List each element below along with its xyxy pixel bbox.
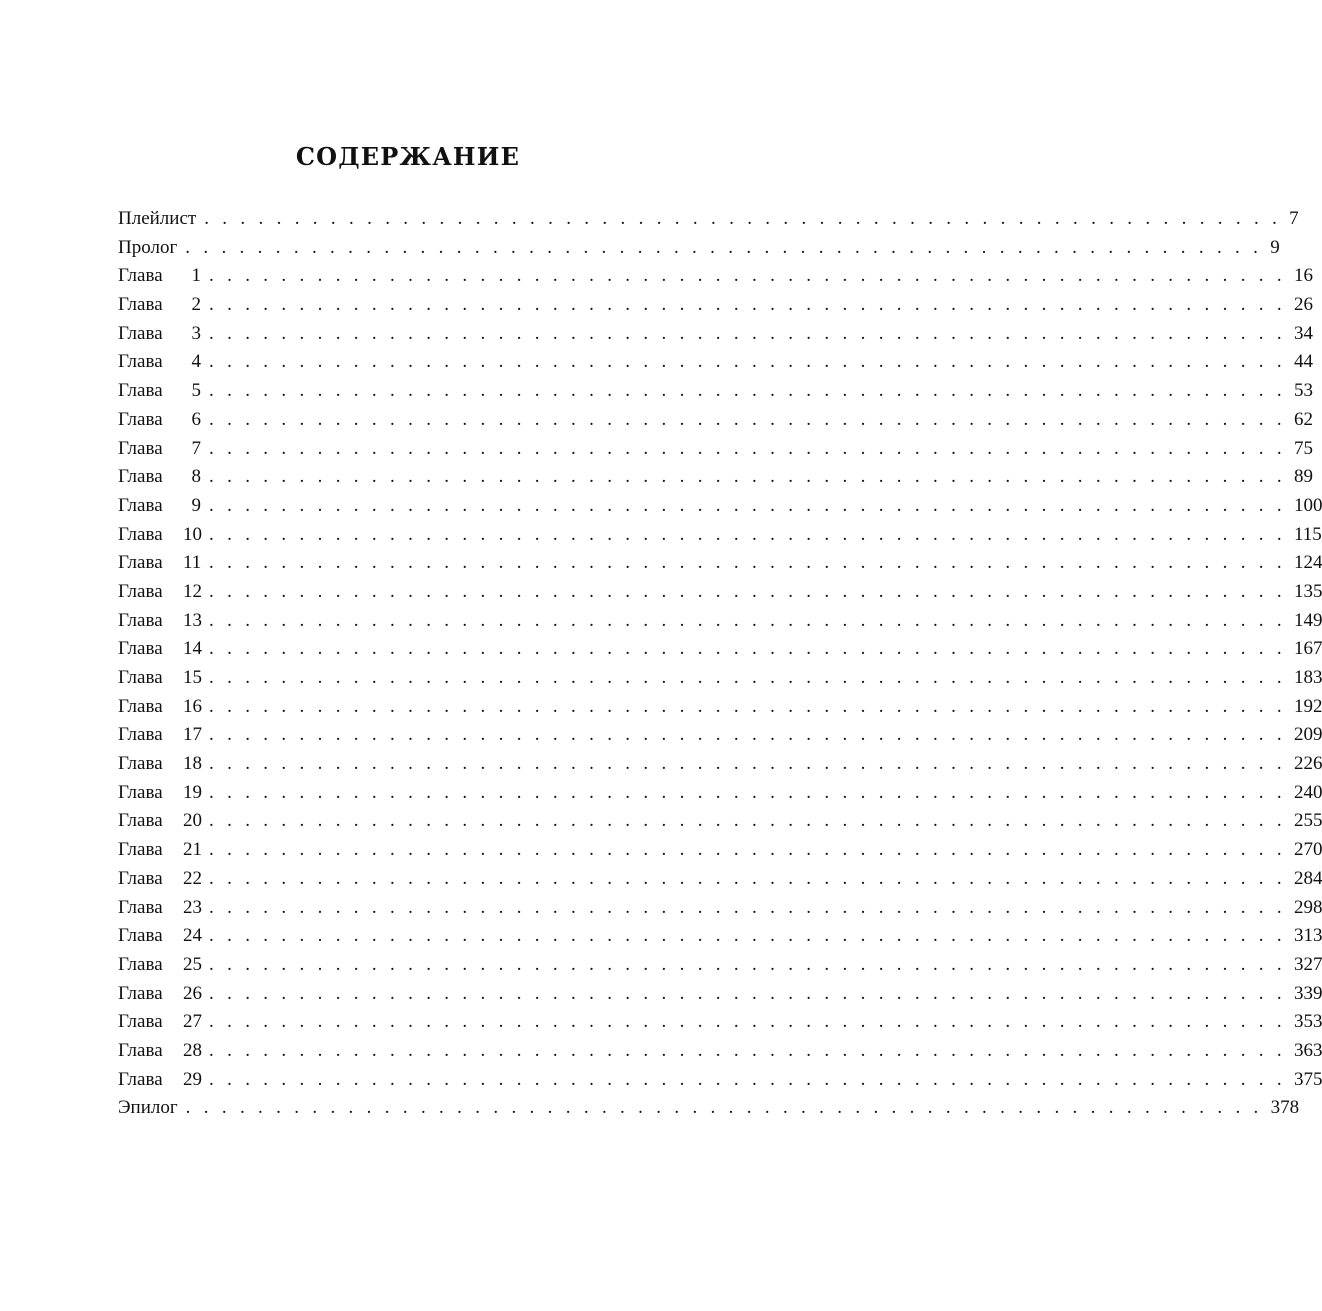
toc-entry-page: 353	[1293, 1011, 1322, 1033]
toc-entry	[118, 865, 1322, 894]
toc-entry-page: 75	[1293, 437, 1313, 459]
toc-entry-label: Глава 1	[118, 265, 201, 287]
toc-leader-dots: . . . . . . . . . . . . . . . . . . . . . . . . . . . . . . . . . . . . . . . . . . . . . . . . . . . . . . . . . . . .	[209, 695, 1286, 717]
toc-leader-dots: . . . . . . . . . . . . . . . . . . . . . . . . . . . . . . . . . . . . . . . . . . . . . . . . . . . . . . . . . . . .	[209, 351, 1286, 373]
toc-entry-page: 9	[1270, 236, 1280, 258]
toc-entry-label: Плейлист	[118, 208, 197, 229]
toc-entry-page: 115	[1293, 523, 1322, 545]
toc-entry-page: 363	[1293, 1039, 1322, 1061]
toc-entry	[118, 980, 1322, 1009]
toc-entry-page: 100	[1293, 494, 1322, 516]
toc-entry-page: 26	[1293, 294, 1313, 316]
toc-entry-page: 183	[1293, 667, 1322, 688]
toc-leader-dots: . . . . . . . . . . . . . . . . . . . . . . . . . . . . . . . . . . . . . . . . . . . . . . . . . . . . . . . . . . . .	[185, 236, 1263, 258]
toc-entry	[118, 377, 1313, 406]
toc-list	[118, 205, 1322, 1123]
toc-entry-label: Пролог	[118, 236, 178, 258]
toc-leader-dots: . . . . . . . . . . . . . . . . . . . . . . . . . . . . . . . . . . . . . . . . . . . . . . . . . . . . . . . . . . . .	[209, 437, 1286, 459]
toc-entry-page: 53	[1293, 380, 1313, 402]
toc-entry-label: Глава 24	[118, 925, 202, 947]
toc-entry	[118, 435, 1313, 464]
toc-leader-dots: . . . . . . . . . . . . . . . . . . . . . . . . . . . . . . . . . . . . . . . . . . . . . . . . . . . . . . . . . . . .	[209, 753, 1286, 775]
toc-leader-dots: . . . . . . . . . . . . . . . . . . . . . . . . . . . . . . . . . . . . . . . . . . . . . . . . . . . . . . . . . . . .	[209, 322, 1286, 344]
toc-leader-dots: . . . . . . . . . . . . . . . . . . . . . . . . . . . . . . . . . . . . . . . . . . . . . . . . . . . . . . . . . . . .	[209, 781, 1286, 803]
toc-entry-page: 298	[1293, 896, 1322, 918]
toc-entry	[118, 463, 1313, 492]
toc-leader-dots: . . . . . . . . . . . . . . . . . . . . . . . . . . . . . . . . . . . . . . . . . . . . . . . . . . . . . . . . . . . .	[209, 953, 1286, 975]
toc-entry-page: 327	[1293, 953, 1322, 975]
toc-entry-label: Глава 15	[118, 667, 202, 688]
toc-title: СОДЕРЖАНИЕ	[295, 142, 521, 171]
toc-entry	[118, 693, 1322, 722]
toc-leader-dots: . . . . . . . . . . . . . . . . . . . . . . . . . . . . . . . . . . . . . . . . . . . . . . . . . . . . . . . . . . . .	[209, 1068, 1286, 1090]
toc-entry-label: Глава 12	[118, 580, 202, 602]
toc-entry-page: 375	[1293, 1068, 1322, 1090]
toc-entry	[118, 205, 1299, 234]
toc-entry	[118, 262, 1313, 291]
toc-entry-page: 7	[1289, 208, 1299, 229]
toc-entry-page: 192	[1293, 695, 1322, 717]
toc-leader-dots: . . . . . . . . . . . . . . . . . . . . . . . . . . . . . . . . . . . . . . . . . . . . . . . . . . . . . . . . . . . .	[209, 494, 1286, 516]
toc-entry	[118, 320, 1313, 349]
toc-entry-label: Глава 5	[118, 380, 201, 402]
toc-leader-dots: . . . . . . . . . . . . . . . . . . . . . . . . . . . . . . . . . . . . . . . . . . . . . . . . . . . . . . . . . . . .	[209, 839, 1286, 861]
toc-leader-dots: . . . . . . . . . . . . . . . . . . . . . . . . . . . . . . . . . . . . . . . . . . . . . . . . . . . . . . . . . . . .	[209, 294, 1286, 316]
toc-entry	[118, 521, 1322, 550]
toc-entry-label: Глава 25	[118, 953, 202, 975]
toc-leader-dots: . . . . . . . . . . . . . . . . . . . . . . . . . . . . . . . . . . . . . . . . . . . . . . . . . . . . . . . . . . . .	[209, 265, 1286, 287]
toc-leader-dots: . . . . . . . . . . . . . . . . . . . . . . . . . . . . . . . . . . . . . . . . . . . . . . . . . . . . . . . . . . . .	[209, 638, 1286, 660]
toc-entry-label: Глава 26	[118, 982, 202, 1004]
toc-entry-label: Глава 29	[118, 1068, 202, 1090]
toc-entry-page: 209	[1293, 724, 1322, 746]
toc-leader-dots: . . . . . . . . . . . . . . . . . . . . . . . . . . . . . . . . . . . . . . . . . . . . . . . . . . . . . . . . . . . .	[209, 466, 1286, 488]
toc-entry	[118, 578, 1322, 607]
toc-entry-page: 44	[1293, 351, 1313, 373]
toc-entry-label: Глава 16	[118, 695, 202, 717]
toc-entry-page: 167	[1293, 638, 1322, 660]
toc-entry-label: Глава 18	[118, 753, 202, 775]
toc-leader-dots: . . . . . . . . . . . . . . . . . . . . . . . . . . . . . . . . . . . . . . . . . . . . . . . . . . . . . . . . . . . .	[209, 523, 1286, 545]
toc-entry-label: Глава 7	[118, 437, 201, 459]
toc-entry	[118, 750, 1322, 779]
toc-entry	[118, 951, 1322, 980]
toc-entry-page: 339	[1293, 982, 1322, 1004]
toc-entry-label: Глава 17	[118, 724, 202, 746]
toc-leader-dots: . . . . . . . . . . . . . . . . . . . . . . . . . . . . . . . . . . . . . . . . . . . . . . . . . . . . . . . . . . . .	[209, 408, 1286, 430]
toc-leader-dots: . . . . . . . . . . . . . . . . . . . . . . . . . . . . . . . . . . . . . . . . . . . . . . . . . . . . . . . . . . . .	[209, 667, 1286, 688]
toc-entry-page: 149	[1293, 609, 1322, 631]
toc-entry	[118, 348, 1313, 377]
toc-entry	[118, 1037, 1322, 1066]
toc-entry-label: Глава 4	[118, 351, 201, 373]
toc-entry-label: Глава 20	[118, 810, 202, 832]
toc-entry	[118, 721, 1322, 750]
toc-entry-label: Глава 2	[118, 294, 201, 316]
toc-entry-page: 16	[1293, 265, 1313, 287]
toc-entry-label: Глава 23	[118, 896, 202, 918]
toc-entry-label: Глава 21	[118, 839, 202, 861]
toc-entry-label: Глава 10	[118, 523, 202, 545]
toc-entry	[118, 234, 1280, 263]
toc-leader-dots: . . . . . . . . . . . . . . . . . . . . . . . . . . . . . . . . . . . . . . . . . . . . . . . . . . . . . . . . . . . .	[209, 724, 1286, 746]
toc-leader-dots: . . . . . . . . . . . . . . . . . . . . . . . . . . . . . . . . . . . . . . . . . . . . . . . . . . . . . . . . . . . .	[209, 580, 1286, 602]
toc-entry-page: 62	[1293, 408, 1313, 430]
toc-entry	[118, 922, 1322, 951]
toc-entry-page: 378	[1270, 1097, 1300, 1119]
toc-leader-dots: . . . . . . . . . . . . . . . . . . . . . . . . . . . . . . . . . . . . . . . . . . . . . . . . . . . . . . . . . . . .	[209, 1011, 1286, 1033]
toc-entry-page: 270	[1293, 839, 1322, 861]
toc-entry	[118, 894, 1322, 923]
toc-entry	[118, 406, 1313, 435]
toc-leader-dots: . . . . . . . . . . . . . . . . . . . . . . . . . . . . . . . . . . . . . . . . . . . . . . . . . . . . . . . . . . . .	[209, 925, 1286, 947]
toc-entry-label: Глава 22	[118, 867, 202, 889]
toc-entry-label: Глава 19	[118, 781, 202, 803]
toc-leader-dots: . . . . . . . . . . . . . . . . . . . . . . . . . . . . . . . . . . . . . . . . . . . . . . . . . . . . . . . . . . . .	[209, 982, 1286, 1004]
toc-leader-dots: . . . . . . . . . . . . . . . . . . . . . . . . . . . . . . . . . . . . . . . . . . . . . . . . . . . . . . . . . . . .	[209, 609, 1286, 631]
toc-entry-label: Глава 9	[118, 494, 201, 516]
toc-entry	[118, 1008, 1322, 1037]
toc-leader-dots: . . . . . . . . . . . . . . . . . . . . . . . . . . . . . . . . . . . . . . . . . . . . . . . . . . . . . . . . . . . .	[209, 380, 1286, 402]
toc-entry-label: Эпилог	[118, 1097, 178, 1119]
toc-entry	[118, 664, 1322, 693]
toc-leader-dots: . . . . . . . . . . . . . . . . . . . . . . . . . . . . . . . . . . . . . . . . . . . . . . . . . . . . . . . . . . . .	[209, 552, 1286, 574]
toc-entry-label: Глава 28	[118, 1039, 202, 1061]
toc-leader-dots: . . . . . . . . . . . . . . . . . . . . . . . . . . . . . . . . . . . . . . . . . . . . . . . . . . . . . . . . . . . .	[185, 1097, 1263, 1119]
toc-entry-page: 34	[1293, 322, 1313, 344]
toc-entry-page: 284	[1293, 867, 1322, 889]
toc-entry-page: 226	[1293, 753, 1322, 775]
toc-leader-dots: . . . . . . . . . . . . . . . . . . . . . . . . . . . . . . . . . . . . . . . . . . . . . . . . . . . . . . . . . . . .	[209, 867, 1286, 889]
toc-leader-dots: . . . . . . . . . . . . . . . . . . . . . . . . . . . . . . . . . . . . . . . . . . . . . . . . . . . . . . . . . . . .	[204, 208, 1282, 229]
toc-entry-label: Глава 13	[118, 609, 202, 631]
toc-entry	[118, 549, 1322, 578]
toc-entry	[118, 1094, 1300, 1123]
toc-entry-label: Глава 14	[118, 638, 202, 660]
toc-entry-label: Глава 8	[118, 466, 201, 488]
toc-leader-dots: . . . . . . . . . . . . . . . . . . . . . . . . . . . . . . . . . . . . . . . . . . . . . . . . . . . . . . . . . . . .	[209, 810, 1286, 832]
toc-entry-label: Глава 6	[118, 408, 201, 430]
toc-entry-label: Глава 27	[118, 1011, 202, 1033]
toc-entry	[118, 635, 1322, 664]
toc-entry-page: 255	[1293, 810, 1322, 832]
toc-entry-page: 313	[1293, 925, 1322, 947]
toc-entry-page: 89	[1293, 466, 1313, 488]
toc-entry-page: 124	[1293, 552, 1322, 574]
toc-entry	[118, 836, 1322, 865]
toc-entry-label: Глава 11	[118, 552, 202, 574]
toc-entry-page: 135	[1293, 580, 1322, 602]
toc-entry	[118, 291, 1313, 320]
toc-entry	[118, 807, 1322, 836]
toc-entry-page: 240	[1293, 781, 1322, 803]
toc-leader-dots: . . . . . . . . . . . . . . . . . . . . . . . . . . . . . . . . . . . . . . . . . . . . . . . . . . . . . . . . . . . .	[209, 896, 1286, 918]
toc-entry	[118, 607, 1322, 636]
toc-entry	[118, 1066, 1322, 1095]
toc-entry	[118, 779, 1322, 808]
toc-leader-dots: . . . . . . . . . . . . . . . . . . . . . . . . . . . . . . . . . . . . . . . . . . . . . . . . . . . . . . . . . . . .	[209, 1039, 1286, 1061]
toc-entry-label: Глава 3	[118, 322, 201, 344]
toc-entry	[118, 492, 1322, 521]
